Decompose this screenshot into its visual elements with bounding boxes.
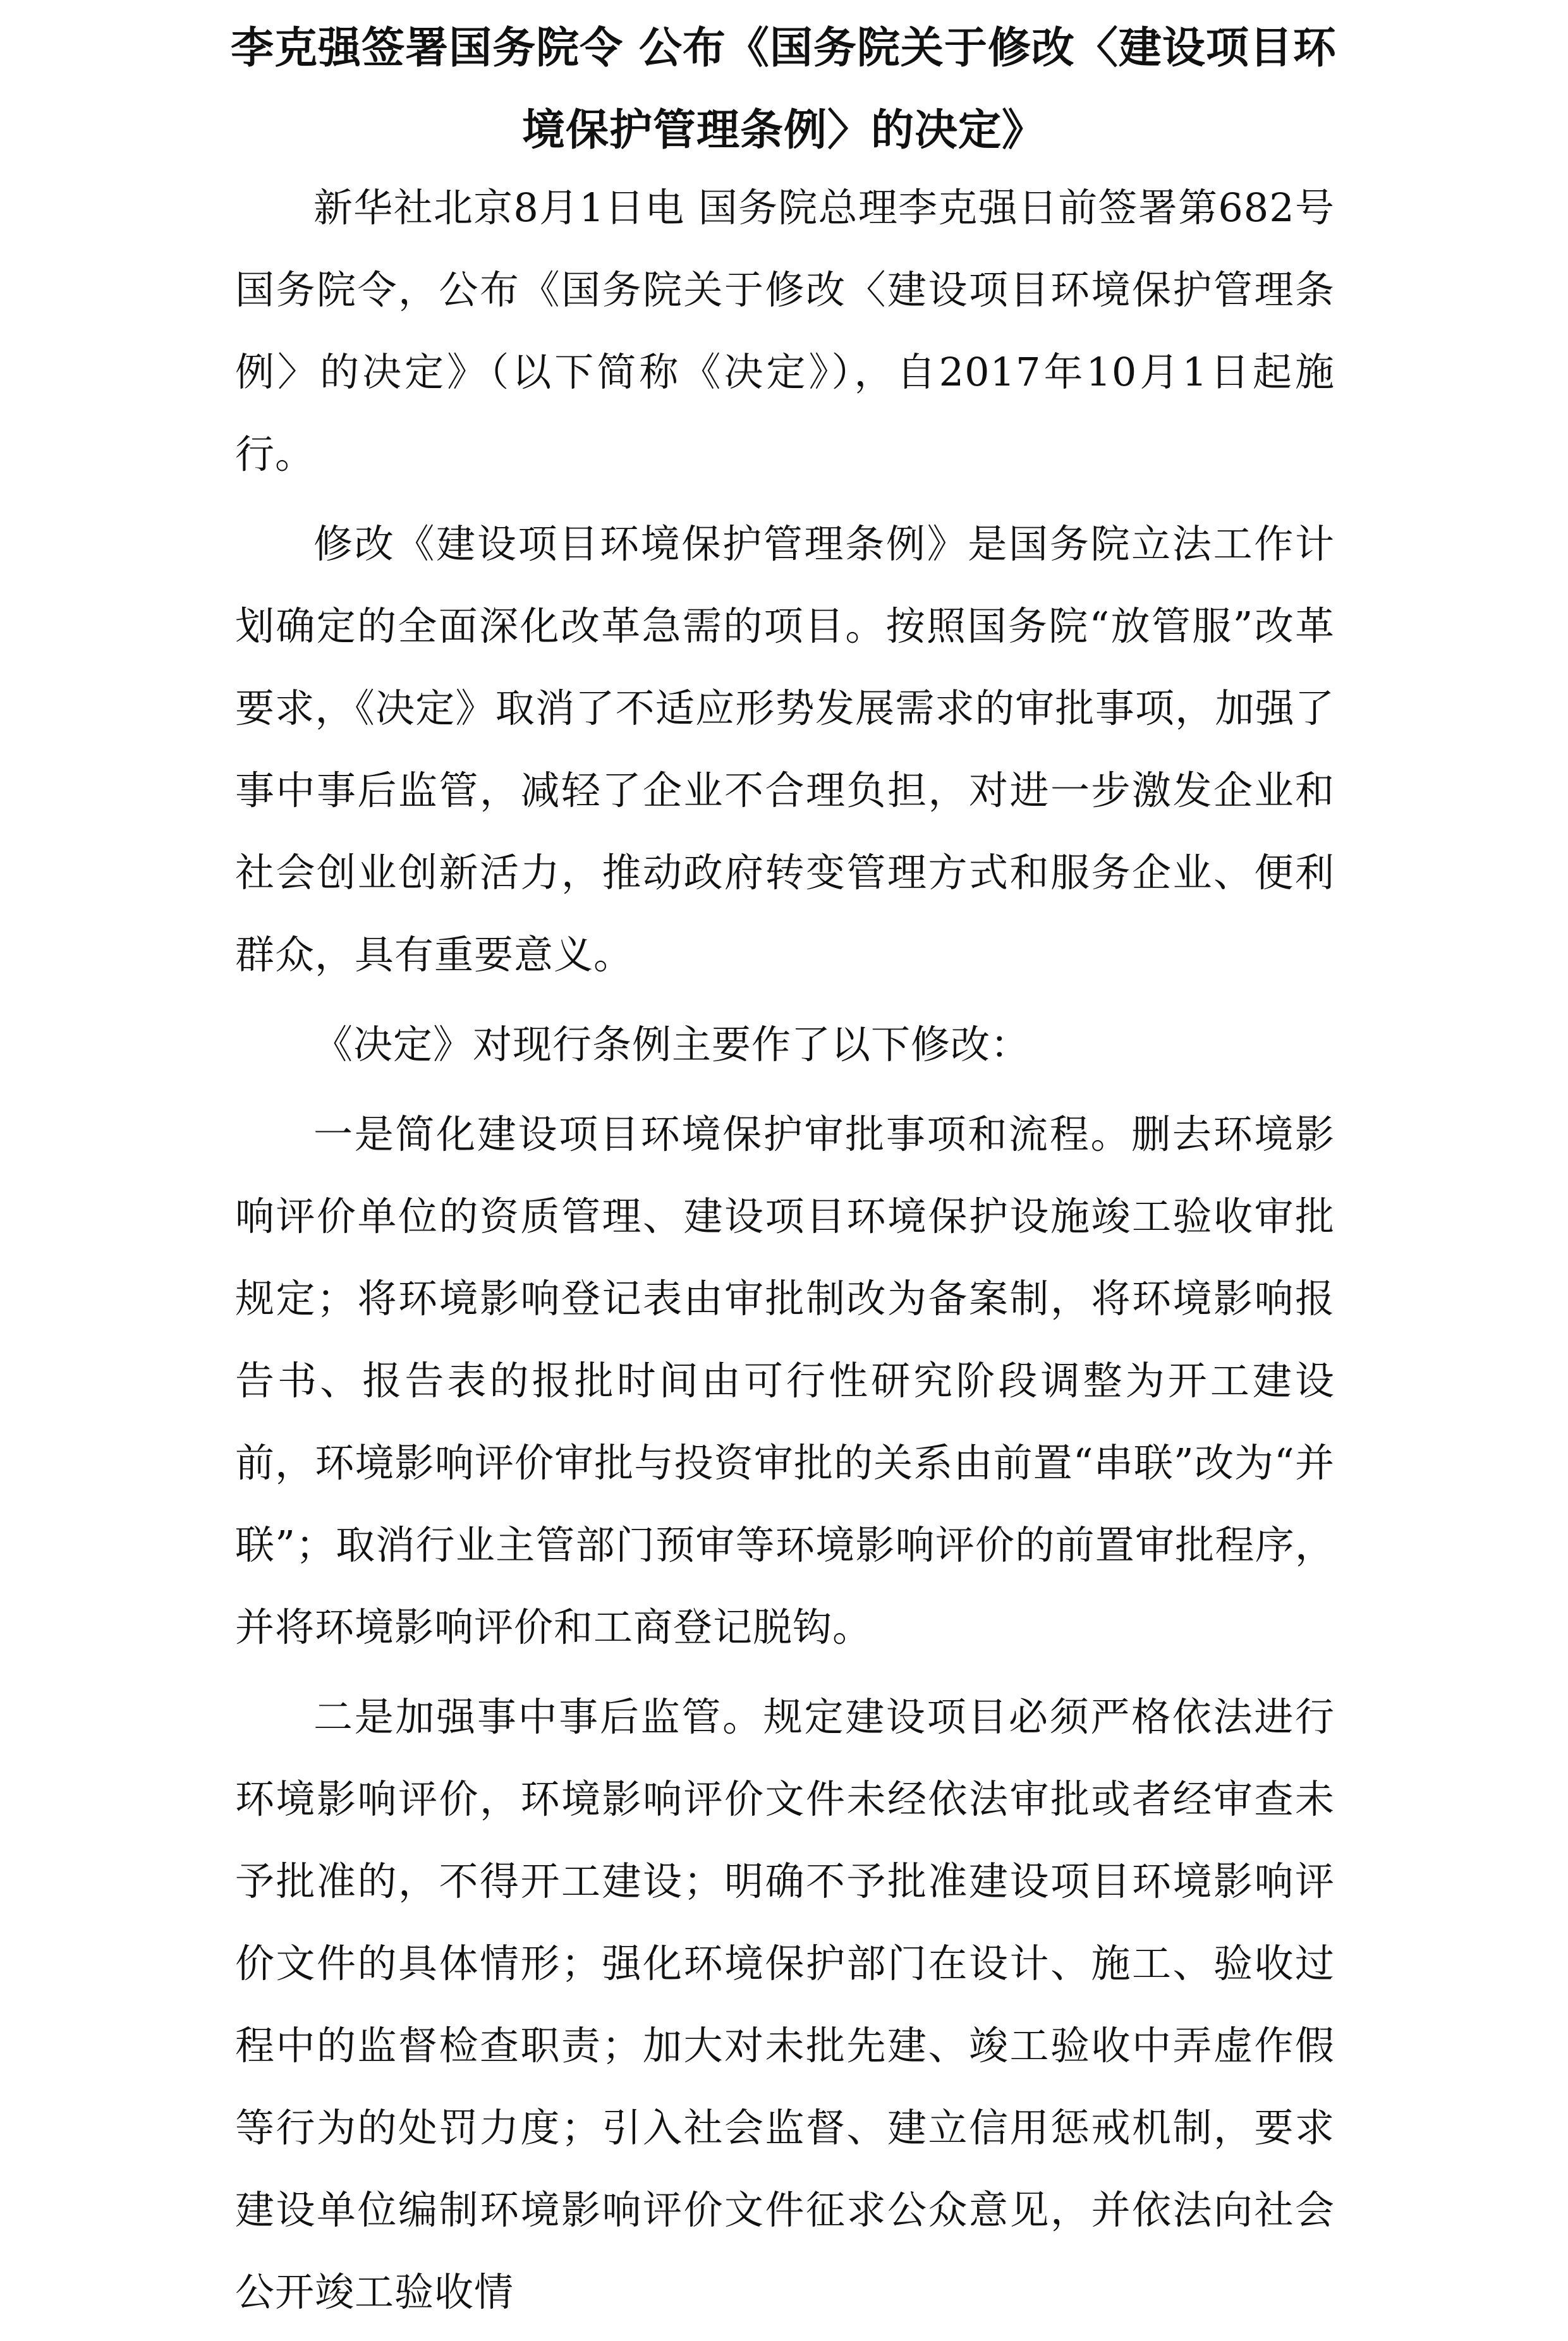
paragraph-1: 新华社北京8月1日电 国务院总理李克强日前签署第682号国务院令，公布《国务院关于修改〈建设项目环境保护管理条例〉的决定》（以下简称《决定》），自2017年10月1日起施行。 (235, 185, 1335, 477)
document-body (235, 167, 1335, 2341)
document-title: 李克强签署国务院令 公布《国务院关于修改〈建设项目环境保护管理条例〉的决定》 (231, 23, 1337, 155)
paragraph-3: 《决定》对现行条例主要作了以下修改： (313, 1021, 1031, 1067)
paragraph-5: 二是加强事中事后监管。规定建设项目必须严格依法进行环境影响评价，环境影响评价文件未经依法审批或者经审查未予批准的，不得开工建设；明确不予批准建设项目环境影响评价文件的具体情形；强化环境保护部门在设计、施工、验收过程中的监督检查职责；加大对未批先建、竣工验收中弄虚作假等行为的处罚力度；引入社会监督、建立信用惩戒机制，要求建设单位编制环境影响评价文件征求公众意见，并依法向社会公开竣工验收情 (235, 1694, 1335, 2315)
paragraph-2: 修改《建设项目环境保护管理条例》是国务院立法工作计划确定的全面深化改革急需的项目。按照国务院“放管服”改革要求，《决定》取消了不适应形势发展需求的审批事项，加强了事中事后监管，减轻了企业不合理负担，对进一步激发企业和社会创业创新活力，推动政府转变管理方式和服务企业、便利群众，具有重要意义。 (235, 521, 1335, 978)
paragraph-4: 一是简化建设项目环境保护审批事项和流程。删去环境影响评价单位的资质管理、建设项目环境保护设施竣工验收审批规定；将环境影响登记表由审批制改为备案制，将环境影响报告书、报告表的报批时间由可行性研究阶段调整为开工建设前，环境影响评价审批与投资审批的关系由前置“串联”改为“并联”；取消行业主管部门预审等环境影响评价的前置审批程序，并将环境影响评价和工商登记脱钩。 (235, 1111, 1335, 1650)
